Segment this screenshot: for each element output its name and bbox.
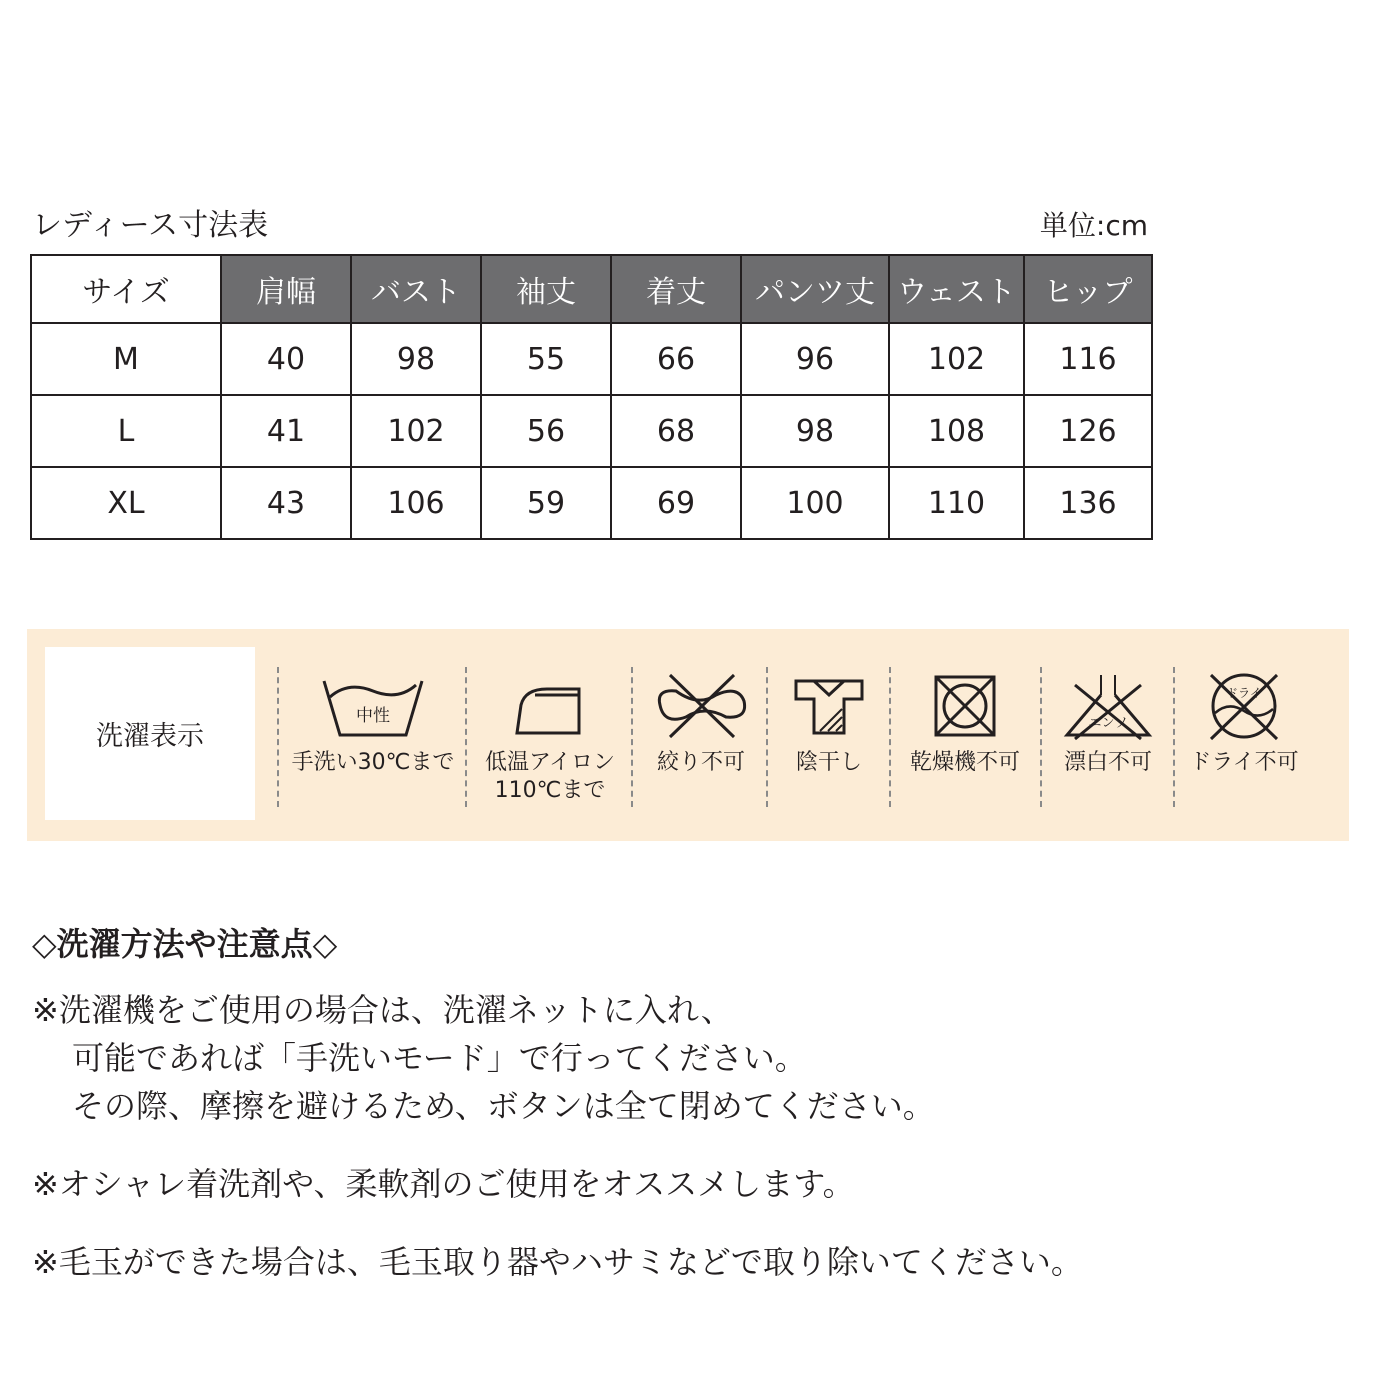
divider [1040,667,1042,807]
divider [766,667,768,807]
header-length: 着丈 [611,255,741,323]
note-2-text: ※オシャレ着洗剤や、柔軟剤のご使用をオススメします。 [32,1165,855,1203]
table-cell: 102 [889,323,1024,395]
header-bust: バスト [351,255,481,323]
no-tumble-dry-label: 乾燥機不可 [909,750,1020,775]
header-shoulder: 肩幅 [221,255,351,323]
care-symbol-no-wring [637,671,765,777]
table-cell: 59 [481,467,611,539]
divider [889,667,891,807]
header-hip: ヒップ [1024,255,1152,323]
table-cell: 136 [1024,467,1152,539]
table-cell: 56 [481,395,611,467]
care-symbol-no-dry-clean [1177,671,1311,777]
table-cell: 102 [351,395,481,467]
table-cell: 108 [889,395,1024,467]
note-3 [32,1238,1332,1286]
table-cell: 98 [351,323,481,395]
table-cell: 69 [611,467,741,539]
table-cell: 68 [611,395,741,467]
header-waist: ウェスト [889,255,1024,323]
table-cell: 40 [221,323,351,395]
header-pants-length: パンツ丈 [741,255,889,323]
note-1-line-2: 可能であれば「手洗いモード」で行ってください。 [72,1039,807,1077]
divider [1173,667,1175,807]
shade-dry-label: 陰干し [795,750,862,775]
notes-heading: ◇洗濯方法や注意点◇ [32,925,338,963]
table-cell: L [31,395,221,467]
header-size: サイズ [31,255,221,323]
hand-wash-inner-text: 中性 [356,706,390,726]
no-tumble-dry-icon [910,671,1020,741]
care-label-title: 洗濯表示 [45,647,255,820]
divider [277,667,279,807]
table-cell: 106 [351,467,481,539]
unit-label: 単位:cm [1039,209,1148,242]
table-row [31,323,1152,395]
no-bleach-inner-text: エンソ [1088,716,1128,731]
size-chart-table [30,254,1153,540]
table-header-row [31,255,1152,323]
table-cell: 98 [741,395,889,467]
note-1-line-1: ※洗濯機をご使用の場合は、洗濯ネットに入れ、 [32,991,733,1029]
table-cell: 100 [741,467,889,539]
table-cell: 43 [221,467,351,539]
divider [631,667,633,807]
header-sleeve: 袖丈 [481,255,611,323]
care-label-panel [27,629,1349,841]
care-symbol-shade-dry [771,671,887,777]
divider [465,667,467,807]
shade-dry-icon [774,671,884,741]
table-row [31,395,1152,467]
note-3-text: ※毛玉ができた場合は、毛玉取り器やハサミなどで取り除いてください。 [32,1243,1083,1281]
no-dry-clean-inner-text: ドライ [1226,686,1262,700]
no-dry-clean-label: ドライ不可 [1189,750,1299,775]
table-cell: 41 [221,395,351,467]
hand-wash-label: 手洗い30℃まで [291,750,455,775]
care-symbol-no-bleach [1044,671,1172,777]
table-cell: 126 [1024,395,1152,467]
size-chart-title: レディース寸法表 [32,208,269,243]
table-cell: 96 [741,323,889,395]
care-symbol-iron [471,671,629,805]
care-symbol-hand-wash [283,671,463,777]
no-bleach-label: 漂白不可 [1063,750,1152,775]
no-bleach-icon [1053,671,1163,741]
care-symbol-no-tumble-dry [893,671,1037,777]
table-cell: M [31,323,221,395]
low-iron-icon [495,671,605,741]
note-2 [32,1160,1332,1208]
table-cell: 66 [611,323,741,395]
washing-notes [32,920,1332,1316]
note-1-line-3: その際、摩擦を避けるため、ボタンは全て閉めてください。 [72,1087,935,1125]
table-cell: 110 [889,467,1024,539]
table-row [31,467,1152,539]
no-wring-icon [646,671,756,741]
table-cell: XL [31,467,221,539]
note-1 [32,986,1332,1130]
iron-label: 低温アイロン [484,750,616,775]
no-wring-label: 絞り不可 [656,750,745,775]
no-dry-clean-icon [1189,671,1299,741]
table-cell: 55 [481,323,611,395]
iron-label-temperature: 110℃まで [494,778,606,803]
hand-wash-icon [318,671,428,741]
table-cell: 116 [1024,323,1152,395]
